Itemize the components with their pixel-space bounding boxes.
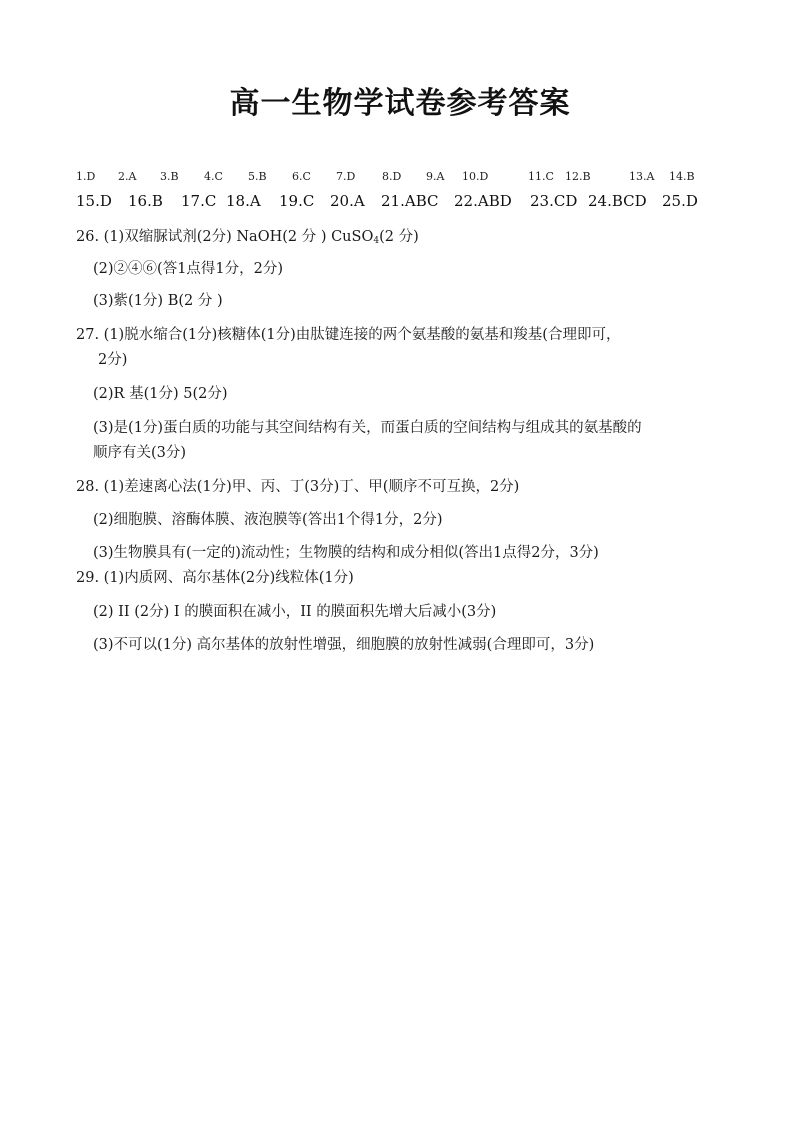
q26-text: 26. (1)双缩脲试剂(2分) NaOH(2 分 ) CuSO [76, 229, 374, 245]
mc-answer: 1.D [76, 170, 96, 183]
mc-answer: 20.A [330, 192, 365, 210]
mc-answer: 14.B [669, 170, 695, 183]
q27-line-1: 27. (1)脱水缩合(1分)核糖体(1分)由肽键连接的两个氨基酸的氨基和羧基(合理即可， [76, 327, 621, 343]
mc-answer: 21.ABC [381, 192, 439, 210]
q26-text-end: (2 分) [379, 229, 419, 245]
mc-answer: 11.C [528, 170, 554, 183]
page-title: 高一生物学试卷参考答案 [229, 86, 571, 121]
mc-answer: 22.ABD [454, 192, 512, 210]
mc-answer: 6.C [292, 170, 311, 183]
q26-line-1 [76, 225, 419, 246]
q27-line-4: (3)是(1分)蛋白质的功能与其空间结构有关，而蛋白质的空间结构与组成其的氨基酸的 [93, 420, 642, 436]
q29-line-1: 29. (1)内质网、高尔基体(2分)线粒体(1分) [76, 570, 354, 586]
mc-answer: 5.B [248, 170, 267, 183]
q26-line-2: (2)②④⑥(答1点得1分，2分) [93, 261, 284, 277]
mc-answer: 2.A [118, 170, 137, 183]
q28-line-2: (2)细胞膜、溶酶体膜、液泡膜等(答出1个得1分，2分) [93, 512, 443, 528]
q27-line-3: (2)R 基(1分) 5(2分) [93, 386, 228, 402]
mc-answer: 19.C [279, 192, 315, 210]
subscript-4: 4 [373, 236, 380, 246]
mc-answer: 17.C [181, 192, 217, 210]
mc-answer: 10.D [462, 170, 489, 183]
q27-line-5: 顺序有关(3分) [93, 445, 187, 461]
q27-line-2: 2分) [98, 352, 128, 368]
q29-line-3: (3)不可以(1分) 高尔基体的放射性增强，细胞膜的放射性减弱(合理即可，3分) [93, 637, 595, 653]
mc-answer: 12.B [565, 170, 591, 183]
mc-answer: 25.D [662, 192, 698, 210]
mc-answer: 16.B [128, 192, 163, 210]
q28-line-1: 28. (1)差速离心法(1分)甲、丙、丁(3分)丁、甲(顺序不可互换，2分) [76, 479, 520, 495]
mc-answer: 8.D [382, 170, 402, 183]
mc-answer: 9.A [426, 170, 445, 183]
mc-answer: 4.C [204, 170, 223, 183]
mc-answer: 23.CD [530, 192, 578, 210]
mc-answer: 7.D [336, 170, 356, 183]
mc-answer: 13.A [629, 170, 655, 183]
q26-line-3: (3)紫(1分) B(2 分 ) [93, 293, 223, 309]
q29-line-2: (2) II (2分) I 的膜面积在减小，II 的膜面积先增大后减小(3分) [93, 604, 497, 620]
mc-answer: 24.BCD [588, 192, 647, 210]
mc-answer: 15.D [76, 192, 112, 210]
q28-line-3: (3)生物膜具有(一定的)流动性；生物膜的结构和成分相似(答出1点得2分，3分) [93, 545, 599, 561]
mc-answer: 3.B [160, 170, 179, 183]
mc-answer: 18.A [226, 192, 261, 210]
